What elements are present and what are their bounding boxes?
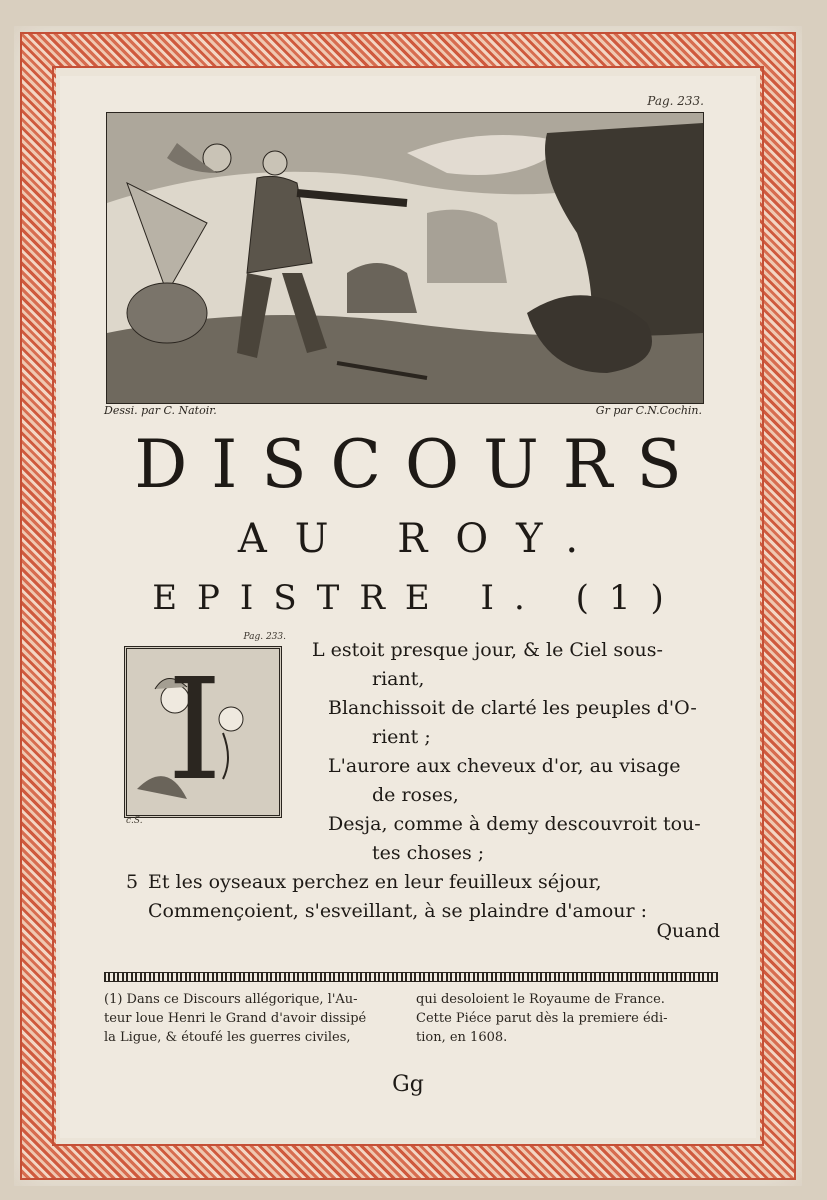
engraving-credit-engraver: Gr par C.N.Cochin. bbox=[595, 404, 702, 417]
title-epistre: EPISTRE I. (1) bbox=[152, 578, 684, 618]
verse-line: Et les oyseaux perchez en leur feuilleux séjour, bbox=[148, 871, 602, 893]
verse-line: Desja, comme à demy descouvroit tou- bbox=[328, 813, 701, 835]
verse-line: tes choses ; bbox=[372, 842, 485, 864]
page-reference: Pag. 233. bbox=[647, 94, 704, 108]
verse-number: 5 bbox=[126, 871, 139, 893]
footnote-right-column bbox=[416, 990, 668, 1047]
footnote-line: teur loue Henri le Grand d'avoir dissipé bbox=[104, 1011, 367, 1026]
verse-line: de roses, bbox=[372, 784, 459, 806]
verse-line: rient ; bbox=[372, 726, 431, 748]
dropcap-engraver-mark: c.S. bbox=[126, 816, 143, 826]
footnote-line: (1) Dans ce Discours allégorique, l'Au- bbox=[104, 992, 358, 1007]
dropcap-frame bbox=[124, 646, 282, 818]
engraving-illustration bbox=[106, 112, 704, 404]
footnote-left-column bbox=[104, 990, 366, 1047]
ornamental-rule bbox=[104, 972, 718, 982]
footnote-line: la Ligue, & étoufé les guerres civiles, bbox=[104, 1030, 351, 1045]
footnote-line: tion, en 1608. bbox=[416, 1030, 508, 1045]
verse-line: L'aurore aux cheveux d'or, au visage bbox=[328, 755, 681, 777]
dropcap-letter: I bbox=[167, 649, 223, 812]
signature-mark: Gg bbox=[392, 1072, 424, 1097]
dropcap-page-reference: Pag. 233. bbox=[243, 632, 286, 642]
footnote-line: qui desoloient le Royaume de France. bbox=[416, 992, 665, 1007]
engraving-scene bbox=[107, 113, 703, 403]
catchword: Quand bbox=[656, 920, 720, 942]
dropcap-block bbox=[124, 632, 290, 826]
footnote-line: Cette Piéce parut dès la premiere édi- bbox=[416, 1011, 668, 1026]
verse-line: Commençoient, s'esveillant, à se plaindre d'amour : bbox=[148, 900, 648, 922]
page-content bbox=[60, 76, 756, 1138]
engraving-credit-designer: Dessi. par C. Natoir. bbox=[104, 404, 217, 417]
verse-line: Blanchissoit de clarté les peuples d'O- bbox=[328, 697, 697, 719]
verse-line: riant, bbox=[372, 668, 425, 690]
title-au-roy: AU ROY. bbox=[237, 516, 607, 562]
title-discours: DISCOURS bbox=[134, 426, 706, 503]
verse-line: L estoit presque jour, & le Ciel sous- bbox=[312, 639, 663, 661]
